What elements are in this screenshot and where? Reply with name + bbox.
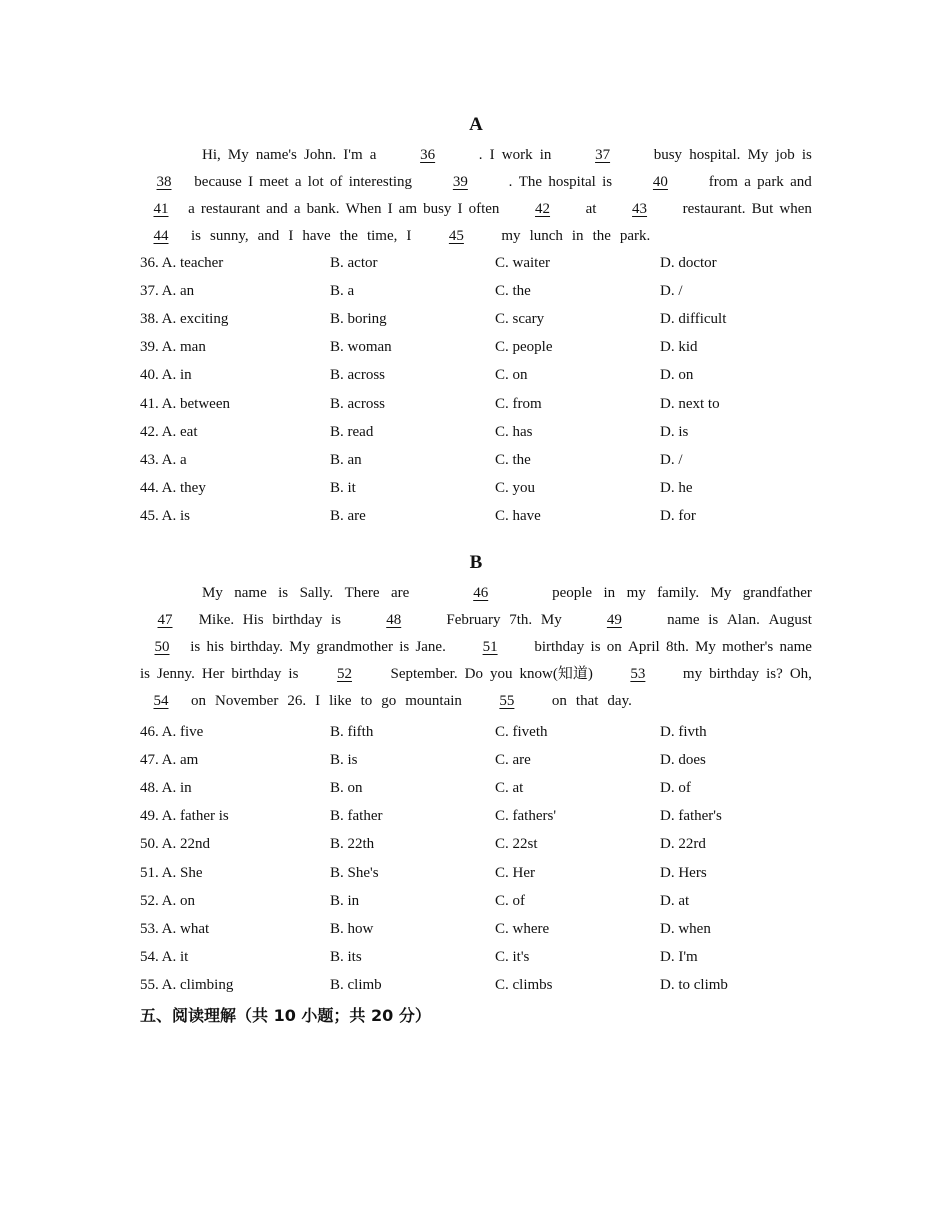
option-choice: B. climb: [330, 976, 382, 993]
passage-word: when: [779, 201, 812, 217]
passage-line: [140, 634, 812, 661]
passage-word: is: [140, 666, 151, 682]
passage-word: a: [293, 201, 301, 217]
passage-word: is: [590, 639, 601, 655]
passage-word: Sally.: [299, 585, 334, 601]
option-choice: 36. A. teacher: [140, 255, 224, 271]
passage-word: lunch: [529, 228, 563, 244]
passage-line: [140, 580, 812, 607]
passage-word: his: [206, 639, 224, 655]
passage-word: hospital: [548, 174, 596, 190]
passage-word: meet: [259, 174, 289, 190]
passage-word: I: [489, 147, 495, 163]
passage-line: [140, 688, 812, 715]
passage-word: November: [215, 693, 279, 709]
passage-word: and: [790, 174, 812, 190]
passage-word: at: [585, 201, 597, 217]
passage-word: 7th.: [509, 612, 533, 628]
option-choice: 40. A. in: [140, 367, 192, 384]
passage-word: day.: [607, 693, 632, 709]
answer-blank-40: 40: [652, 174, 668, 190]
passage-word: Hi,: [202, 147, 221, 163]
option-row: [140, 887, 812, 915]
option-choice: D. fivth: [660, 724, 707, 740]
passage-word: Jenny.: [157, 666, 195, 682]
section-a-passage: [140, 142, 812, 250]
option-choice: C. you: [495, 479, 536, 496]
option-choice: 43. A. a: [140, 451, 187, 468]
passage-word: My: [202, 585, 223, 601]
passage-word: grandmother: [316, 639, 393, 655]
option-choice: B. an: [330, 451, 362, 468]
passage-word: is: [331, 612, 342, 628]
passage-word: you: [489, 666, 513, 682]
passage-word: on: [606, 639, 622, 655]
passage-word: My: [227, 147, 249, 163]
passage-word: the: [592, 228, 611, 244]
option-choice: C. where: [495, 920, 550, 937]
passage-word: go: [381, 693, 397, 709]
passage-word: on: [191, 693, 206, 709]
option-choice: D. difficult: [660, 311, 727, 328]
answer-blank-44: 44: [153, 228, 169, 244]
passage-word: is: [602, 174, 613, 190]
passage-word: name: [667, 612, 700, 628]
option-row: [140, 718, 812, 746]
option-choice: B. it: [330, 479, 356, 496]
passage-word: mother's: [722, 639, 774, 655]
passage-word: people: [552, 585, 593, 601]
option-choice: 37. A. an: [140, 283, 195, 300]
option-row: [140, 418, 812, 446]
option-choice: D. he: [660, 479, 693, 496]
answer-blank-43: 43: [632, 201, 648, 217]
passage-word: is: [708, 612, 719, 628]
option-choice: B. a: [330, 283, 355, 300]
option-choice: B. fifth: [330, 724, 374, 740]
answer-blank-47: 47: [157, 612, 173, 628]
option-row: [140, 746, 812, 774]
section-a-title: A: [469, 114, 483, 135]
passage-word: busy: [423, 201, 452, 217]
option-choice: D. to climb: [660, 976, 728, 993]
passage-line: [140, 196, 812, 223]
passage-word: are: [390, 585, 410, 601]
passage-word: 8th.: [665, 639, 689, 655]
option-choice: B. woman: [330, 339, 392, 356]
option-choice: B. its: [330, 948, 362, 965]
option-choice: 39. A. man: [140, 339, 206, 356]
option-choice: C. has: [495, 423, 533, 440]
passage-word: birthday: [534, 639, 585, 655]
passage-word: family.: [657, 585, 700, 601]
passage-word: time,: [366, 228, 398, 244]
passage-word: name: [234, 585, 267, 601]
option-row: [140, 390, 812, 418]
passage-word: My: [289, 639, 311, 655]
passage-word: birthday.: [230, 639, 283, 655]
passage-word: September.: [390, 666, 458, 682]
option-choice: B. father: [330, 808, 383, 825]
option-choice: D. 22rd: [660, 836, 706, 853]
option-choice: C. waiter: [495, 255, 550, 271]
passage-word: is: [801, 147, 812, 163]
option-row: [140, 305, 812, 333]
option-choice: C. people: [495, 339, 553, 356]
option-choice: D. next to: [660, 395, 720, 412]
passage-word: I'm: [343, 147, 363, 163]
passage-word: I: [387, 201, 393, 217]
option-choice: C. from: [495, 395, 542, 412]
answer-blank-38: 38: [156, 174, 172, 190]
passage-word: Oh,: [789, 666, 812, 682]
answer-blank-52: 52: [336, 666, 352, 682]
option-choice: 55. A. climbing: [140, 976, 234, 993]
passage-word: is: [190, 639, 201, 655]
passage-word: have: [302, 228, 331, 244]
answer-blank-53: 53: [630, 666, 646, 682]
passage-word: is?: [766, 666, 783, 682]
option-choice: D. when: [660, 920, 711, 937]
option-choice: C. it's: [495, 948, 530, 965]
passage-word: a: [744, 174, 751, 190]
answer-blank-50: 50: [154, 639, 170, 655]
answer-blank-49: 49: [606, 612, 622, 628]
option-choice: D. at: [660, 892, 690, 909]
option-row: [140, 333, 812, 361]
option-choice: 48. A. in: [140, 780, 192, 797]
passage-word: Alan.: [726, 612, 760, 628]
passage-word: I: [406, 228, 412, 244]
option-choice: 42. A. eat: [140, 423, 198, 440]
answer-blank-42: 42: [535, 201, 551, 217]
option-choice: C. fiveth: [495, 724, 548, 740]
passage-word: bank.: [306, 201, 340, 217]
option-choice: 52. A. on: [140, 892, 196, 909]
passage-word: When: [345, 201, 382, 217]
option-choice: D. for: [660, 507, 696, 524]
option-choice: D. I'm: [660, 948, 698, 965]
passage-word: I: [288, 228, 294, 244]
passage-word: that: [575, 693, 599, 709]
option-row: [140, 971, 812, 999]
passage-word: job: [775, 147, 795, 163]
section-b-passage: [140, 580, 812, 715]
option-row: [140, 774, 812, 802]
passage-word: name's: [255, 147, 297, 163]
option-choice: C. the: [495, 451, 531, 468]
passage-word: My: [747, 147, 769, 163]
answer-blank-39: 39: [452, 174, 468, 190]
passage-word: my: [501, 228, 521, 244]
passage-word: .: [478, 147, 483, 163]
option-choice: D. does: [660, 752, 706, 769]
passage-word: mountain: [405, 693, 462, 709]
answer-blank-37: 37: [595, 147, 611, 163]
passage-word: to: [360, 693, 373, 709]
option-choice: 54. A. it: [140, 948, 189, 965]
passage-word: a: [294, 174, 302, 190]
option-choice: 47. A. am: [140, 752, 199, 769]
passage-word: April: [628, 639, 660, 655]
option-choice: 53. A. what: [140, 920, 210, 937]
passage-line: [140, 607, 812, 634]
option-choice: B. on: [330, 780, 363, 797]
option-choice: D. of: [660, 780, 691, 797]
option-choice: 41. A. between: [140, 395, 230, 412]
option-choice: D. doctor: [660, 255, 717, 271]
option-choice: C. are: [495, 752, 531, 769]
option-choice: 50. A. 22nd: [140, 836, 211, 853]
option-choice: B. how: [330, 920, 374, 937]
passage-word: My: [710, 585, 732, 601]
passage-word: John.: [304, 147, 337, 163]
option-choice: C. 22st: [495, 836, 538, 853]
passage-word: is: [399, 639, 410, 655]
passage-word: in: [603, 585, 616, 601]
option-choice: D. /: [660, 283, 683, 300]
option-row: [140, 249, 812, 277]
passage-word: Jane.: [415, 639, 446, 655]
option-choice: B. are: [330, 507, 366, 524]
passage-word: and: [257, 228, 280, 244]
passage-word: I: [315, 693, 321, 709]
answer-blank-55: 55: [499, 693, 515, 709]
option-row: [140, 446, 812, 474]
option-choice: C. scary: [495, 311, 545, 328]
passage-word: August: [768, 612, 812, 628]
passage-word: is: [288, 666, 299, 682]
passage-word: .: [508, 174, 513, 190]
passage-word: in: [539, 147, 552, 163]
passage-word: I: [457, 201, 463, 217]
option-row: [140, 502, 812, 530]
passage-word: birthday: [272, 612, 323, 628]
option-choice: C. on: [495, 367, 528, 384]
passage-word: birthday: [231, 666, 282, 682]
passage-word: grandfather: [742, 585, 812, 601]
passage-word: The: [518, 174, 543, 190]
option-choice: C. at: [495, 780, 524, 797]
answer-blank-54: 54: [153, 693, 169, 709]
passage-word: 26.: [287, 693, 307, 709]
passage-word: a: [369, 147, 377, 163]
passage-word: is: [191, 228, 202, 244]
option-row: [140, 361, 812, 389]
passage-line: [140, 169, 812, 196]
passage-word: often: [468, 201, 500, 217]
passage-word: my: [682, 666, 703, 682]
passage-word: the: [339, 228, 358, 244]
passage-word: a: [188, 201, 195, 217]
option-choice: C. have: [495, 507, 541, 524]
option-row: [140, 277, 812, 305]
option-choice: B. is: [330, 752, 358, 769]
option-choice: B. boring: [330, 311, 387, 328]
option-choice: B. She's: [330, 864, 379, 881]
passage-line: [140, 223, 812, 250]
option-choice: D. father's: [660, 808, 722, 825]
option-row: [140, 859, 812, 887]
option-choice: 46. A. five: [140, 724, 204, 740]
answer-blank-36: 36: [420, 147, 436, 163]
passage-word: restaurant.: [682, 201, 746, 217]
passage-word: because: [194, 174, 242, 190]
passage-word: on: [551, 693, 567, 709]
option-choice: B. across: [330, 367, 385, 384]
passage-line: [140, 142, 812, 169]
passage-word: Do: [464, 666, 483, 682]
option-choice: B. 22th: [330, 836, 375, 853]
passage-word: park.: [619, 228, 651, 244]
passage-word: from: [708, 174, 738, 190]
option-choice: C. climbs: [495, 976, 553, 993]
passage-word: name: [779, 639, 812, 655]
option-choice: D. is: [660, 423, 689, 440]
answer-blank-45: 45: [448, 228, 464, 244]
option-choice: C. of: [495, 892, 525, 909]
passage-word: My: [540, 612, 562, 628]
passage-word: in: [571, 228, 584, 244]
option-choice: D. kid: [660, 339, 698, 356]
option-choice: D. /: [660, 451, 683, 468]
passage-word: sunny,: [210, 228, 249, 244]
option-choice: C. the: [495, 283, 531, 300]
passage-word: park: [757, 174, 784, 190]
answer-blank-41: 41: [153, 201, 169, 217]
passage-word: am: [398, 201, 417, 217]
passage-word: hospital.: [689, 147, 741, 163]
option-choice: 51. A. She: [140, 864, 203, 881]
option-choice: 38. A. exciting: [140, 311, 229, 328]
answer-blank-51: 51: [482, 639, 498, 655]
passage-word: of: [329, 174, 343, 190]
option-choice: 44. A. they: [140, 479, 206, 496]
passage-word: is: [278, 585, 289, 601]
passage-word: like: [329, 693, 352, 709]
passage-word: interesting: [348, 174, 413, 190]
answer-blank-48: 48: [386, 612, 402, 628]
passage-word: I: [248, 174, 254, 190]
option-choice: B. actor: [330, 255, 378, 271]
passage-word: my: [626, 585, 646, 601]
passage-word: My: [695, 639, 716, 655]
option-choice: D. on: [660, 367, 694, 384]
passage-word: lot: [307, 174, 324, 190]
option-row: [140, 915, 812, 943]
option-choice: B. in: [330, 892, 360, 909]
passage-word: His: [242, 612, 264, 628]
passage-word: know(知道): [519, 666, 593, 682]
option-row: [140, 802, 812, 830]
option-choice: D. Hers: [660, 864, 707, 881]
option-choice: C. fathers': [495, 808, 557, 825]
passage-word: February: [446, 612, 501, 628]
option-row: [140, 830, 812, 858]
option-choice: B. across: [330, 395, 385, 412]
passage-word: But: [751, 201, 774, 217]
option-row: [140, 943, 812, 971]
option-choice: 45. A. is: [140, 507, 191, 524]
passage-word: restaurant: [200, 201, 260, 217]
section-heading-reading: 五、阅读理解（共 10 小题；共 20 分）: [140, 1006, 431, 1025]
option-choice: C. Her: [495, 864, 535, 881]
answer-blank-46: 46: [473, 585, 489, 601]
passage-word: Her: [201, 666, 225, 682]
section-b-title: B: [469, 552, 483, 573]
passage-word: birthday: [709, 666, 760, 682]
passage-word: busy: [653, 147, 683, 163]
passage-line: [140, 661, 812, 688]
passage-word: work: [501, 147, 533, 163]
option-choice: B. read: [330, 423, 374, 440]
option-row: [140, 474, 812, 502]
passage-word: Mike.: [198, 612, 235, 628]
passage-word: and: [266, 201, 288, 217]
option-choice: 49. A. father is: [140, 808, 229, 825]
passage-word: There: [344, 585, 380, 601]
